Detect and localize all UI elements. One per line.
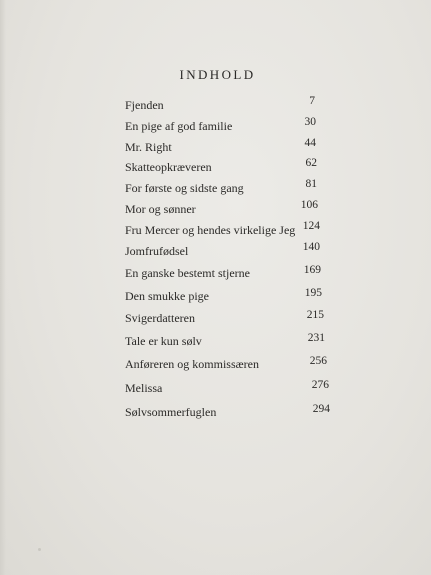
toc-entry-title: Mor og sønner xyxy=(125,202,196,216)
toc-entry-page: 231 xyxy=(307,332,325,344)
toc-entry-title: Fjenden xyxy=(125,98,164,112)
toc-entry-page: 276 xyxy=(311,379,329,391)
toc-entry-page: 195 xyxy=(304,287,322,299)
toc-entry-page: 215 xyxy=(306,309,324,321)
toc-entry-page: 294 xyxy=(312,403,330,415)
toc-entry-page: 106 xyxy=(300,199,318,211)
toc-entry-page: 62 xyxy=(305,157,317,169)
toc-heading: INDHOLD xyxy=(179,67,256,82)
toc-entry-title: Melissa xyxy=(125,381,163,395)
toc-entry-title: Svigerdatteren xyxy=(125,311,195,325)
toc-entry-title: Sølvsommerfuglen xyxy=(125,405,217,419)
toc-entry-page: 44 xyxy=(304,137,316,149)
toc-entry-title: For første og sidste gang xyxy=(125,181,244,195)
toc-entry-title: En pige af god familie xyxy=(125,119,233,133)
toc-entry-page: 256 xyxy=(309,355,327,367)
toc-entry-title: Den smukke pige xyxy=(125,289,209,303)
toc-entry-title: En ganske bestemt stjerne xyxy=(125,266,250,280)
toc-entry-page: 81 xyxy=(305,178,317,190)
toc-entry-page: 169 xyxy=(303,264,321,276)
toc-entry-page: 140 xyxy=(302,241,320,253)
toc-entry-title: Tale er kun sølv xyxy=(125,334,202,348)
toc-entry-page: 30 xyxy=(304,116,316,128)
toc-entry-title: Skatteopkræveren xyxy=(125,160,212,174)
toc-entry-page: 124 xyxy=(302,220,320,232)
toc-entry-title: Fru Mercer og hendes virkelige Jeg xyxy=(125,223,296,237)
toc-entry-title: Mr. Right xyxy=(125,140,172,154)
toc-entry-page: 7 xyxy=(309,95,315,107)
toc-entry-title: Jomfrufødsel xyxy=(125,244,189,258)
toc-entry-title: Anføreren og kommissæren xyxy=(125,357,259,371)
